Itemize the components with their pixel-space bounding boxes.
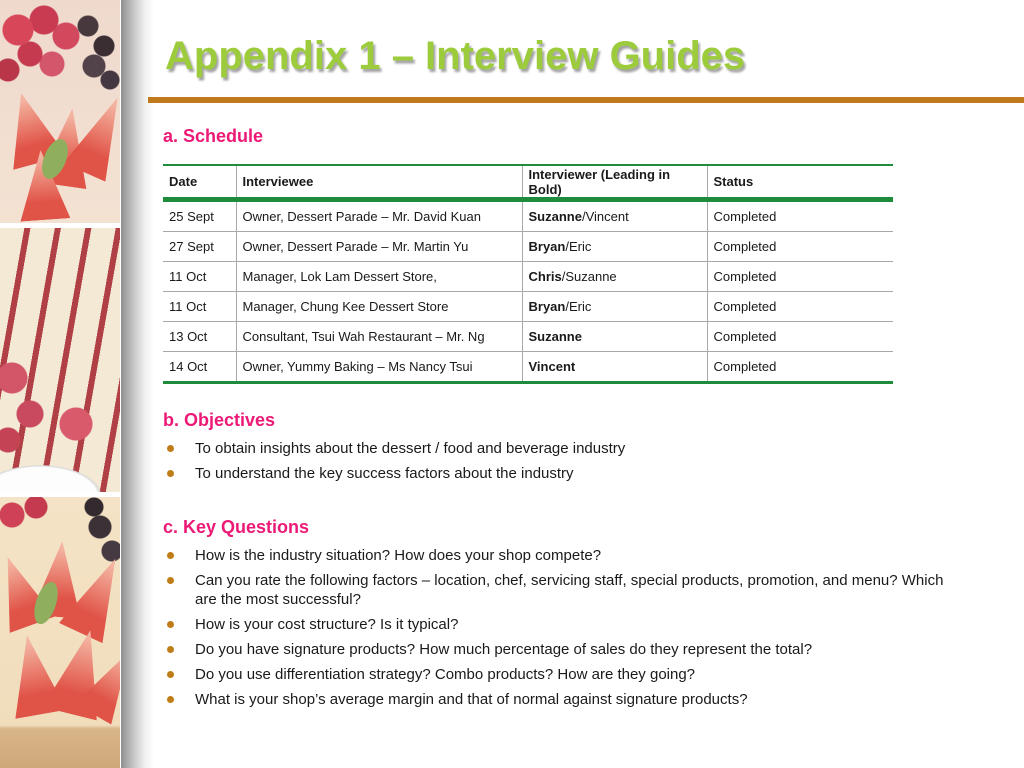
date-cell: 27 Sept [163, 232, 236, 262]
interviewer-cell [522, 292, 707, 322]
status-cell: Completed [707, 232, 893, 262]
table-row [163, 232, 893, 262]
bullet-text: Can you rate the following factors – location, chef, servicing staff, special products, promotion, and menu? Which are the most successful? [195, 572, 944, 608]
table-row [163, 200, 893, 232]
table-row [163, 262, 893, 292]
interviewer-lead: Chris [528, 269, 562, 284]
bullet-text: Do you use differentiation strategy? Combo products? How are they going? [195, 666, 696, 683]
list-item [163, 546, 950, 565]
interviewee-cell: Manager, Chung Kee Dessert Store [236, 292, 522, 322]
list-item [163, 640, 950, 659]
bullet-icon [167, 577, 174, 584]
objectives-heading: b. Objectives [163, 410, 276, 430]
bullet-text: How is your cost structure? Is it typical? [195, 616, 459, 633]
date-cell: 13 Oct [163, 322, 236, 352]
interviewer-cell [522, 200, 707, 232]
column-header-status: Status [707, 165, 893, 200]
strip-shadow [121, 0, 154, 768]
status-cell: Completed [707, 262, 893, 292]
column-header-date: Date [163, 165, 236, 200]
interviewee-cell: Owner, Dessert Parade – Mr. Martin Yu [236, 232, 522, 262]
date-cell: 14 Oct [163, 352, 236, 383]
schedule-table [163, 164, 893, 384]
interviewer-cell [522, 232, 707, 262]
bullet-text: What is your shop’s average margin and that of normal against signature products? [195, 691, 748, 708]
interviewee-cell: Owner, Yummy Baking – Ms Nancy Tsui [236, 352, 522, 383]
interviewer-lead: Bryan [528, 239, 566, 254]
interviewee-cell: Consultant, Tsui Wah Restaurant – Mr. Ng [236, 322, 522, 352]
interviewer-lead: Suzanne [528, 209, 582, 224]
interviewer-cell [522, 322, 707, 352]
bullet-icon [167, 445, 174, 452]
title-underline [148, 97, 1024, 103]
status-cell: Completed [707, 322, 893, 352]
bullet-text: Do you have signature products? How much percentage of sales do they represent the total? [195, 641, 813, 658]
status-cell: Completed [707, 292, 893, 322]
list-item [163, 615, 950, 634]
date-cell: 11 Oct [163, 262, 236, 292]
list-item [163, 439, 950, 458]
interviewer-lead: Suzanne [528, 329, 582, 344]
layer-cake-photo [0, 228, 120, 492]
strawberry-tart-photo [0, 497, 120, 768]
interviewer-lead: Bryan [528, 299, 566, 314]
bullet-icon [167, 696, 174, 703]
list-item [163, 690, 950, 709]
objectives-list [163, 439, 950, 489]
interviewee-cell: Manager, Lok Lam Dessert Store, [236, 262, 522, 292]
list-item [163, 571, 950, 609]
status-cell: Completed [707, 352, 893, 383]
list-item [163, 464, 950, 483]
date-cell: 25 Sept [169, 209, 214, 224]
bullet-icon [167, 646, 174, 653]
bullet-icon [167, 671, 174, 678]
interviewee-cell: Owner, Dessert Parade – Mr. David Kuan [236, 200, 522, 232]
table-row [163, 322, 893, 352]
interviewer-lead: Vincent [528, 359, 576, 374]
bullet-icon [167, 552, 174, 559]
date-cell: 11 Oct [163, 292, 236, 322]
bullet-text: How is the industry situation? How does your shop compete? [195, 547, 602, 564]
bullet-text: To understand the key success factors about the industry [195, 465, 574, 482]
status-cell: Completed [707, 200, 893, 232]
schedule-heading: a. Schedule [163, 126, 264, 146]
interviewer-rest: /Eric [565, 239, 592, 254]
slide-title: Appendix 1 – Interview Guides [165, 34, 746, 78]
bullet-icon [167, 621, 174, 628]
key-questions-list [163, 546, 950, 715]
table-row [163, 292, 893, 322]
table-header-row [163, 165, 893, 200]
interviewer-cell [522, 262, 707, 292]
bullet-icon [167, 470, 174, 477]
column-header-interviewee: Interviewee [236, 165, 522, 200]
interviewer-cell [522, 352, 707, 383]
column-header-interviewer: Interviewer (Leading in Bold) [522, 165, 707, 200]
list-item [163, 665, 950, 684]
interviewer-rest: /Eric [565, 299, 592, 314]
berry-tart-photo [0, 0, 120, 223]
table-row [163, 352, 893, 383]
bullet-text: To obtain insights about the dessert / food and beverage industry [195, 440, 626, 457]
key-questions-heading: c. Key Questions [163, 517, 310, 537]
interviewer-rest: /Suzanne [561, 269, 617, 284]
interviewer-rest: /Vincent [581, 209, 629, 224]
